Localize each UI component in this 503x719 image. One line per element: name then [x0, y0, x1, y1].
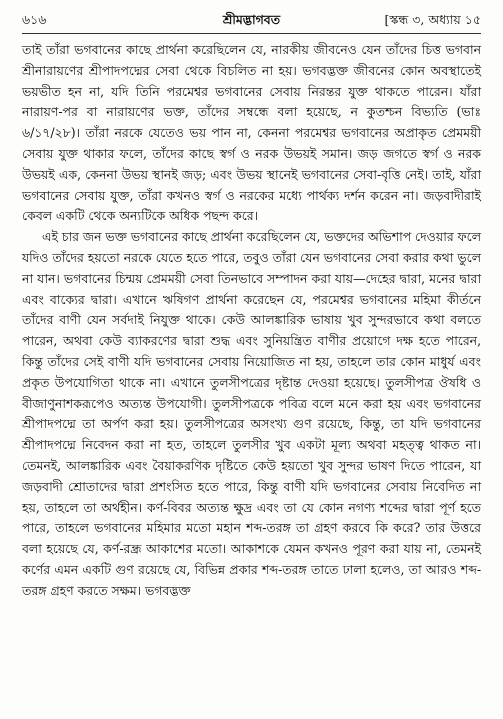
page-number: ৬১৬ [22, 12, 47, 27]
header-divider [22, 33, 481, 34]
purport-text [22, 40, 481, 602]
book-title: শ্রীমদ্ভাগবত [222, 12, 281, 27]
paragraph: তাই তাঁরা ভগবানের কাছে প্রার্থনা করেছিলেন যে, নারকীয় জীবনেও যেন তাঁদের চিত্ত ভগবান শ্রীনারায়ণের শ্রীপাদপদ্মের সেবা থেকে বিচলিত না হয়। ভগবদ্ভক্ত জীবনের কোন অবস্থাতেই ভয়ভীত হন না, যদি তিনি পরমেশ্বর ভগবানের সেবায় নিরন্তর যুক্ত থাকতে পারেন। যাঁরা নারায়ণ-পর বা নারায়ণের ভক্ত, তাঁদের সম্বন্ধে বলা হয়েছে, ন কুতশ্চন বিভ্যতি (ভাঃ ৬/১৭/২৮)। তাঁরা নরকে যেতেও ভয় পান না, কেননা পরমেশ্বর ভগবানের অপ্রাকৃত প্রেমময়ী সেবায় যুক্ত থাকার ফলে, তাঁদের কাছে স্বর্গ ও নরক উভয়ই সমান। জড় জগতে স্বর্গ ও নরক উভয়ই এক, কেননা উভয় স্থানই জড়; এবং উভয় স্থানেই ভগবানের সেবা-বৃত্তি নেই। তাই, যাঁরা ভগবানের সেবায় যুক্ত, তাঁরা কখনও স্বর্গ ও নরকের মধ্যে পার্থক্য দর্শন করেন না। জড়বাদীরাই কেবল একটি থেকে অন্যটিকে অধিক পছন্দ করে। [22, 42, 481, 224]
page-header [22, 10, 481, 30]
paragraph: এই চার জন ভক্ত ভগবানের কাছে প্রার্থনা করেছিলেন যে, ভক্তদের অভিশাপ দেওয়ার ফলে যদিও তাঁদের হয়তো নরকে যেতে হতে পারে, তবুও তাঁরা যেন ভগবানের সেবা করার কথা ভুলে না যান। ভগবানের চিন্ময় প্রেমময়ী সেবা তিনভাবে সম্পাদন করা যায়—দেহের দ্বারা, মনের দ্বারা এবং বাক্যের দ্বারা। এখানে ঋষিগণ প্রার্থনা করেছেন যে, পরমেশ্বর ভগবানের মহিমা কীর্তনে তাঁদের বাণী যেন সর্বদাই নিযুক্ত থাকে। কেউ আলঙ্কারিক ভাষায় খুব সুন্দরভাবে কথা বলতে পারেন, অথবা কেউ ব্যাকরণের দ্বারা শুদ্ধ এবং সুনিয়ন্ত্রিত বাণীর প্রয়োগে দক্ষ হতে পারেন, কিন্তু তাঁদের সেই বাণী যদি ভগবানের সেবায় নিয়োজিত না হয়, তাহলে তার কোন মাধুর্য এবং প্রকৃত উপযোগিতা থাকে না। এখানে তুলসীপত্রের দৃষ্টান্ত দেওয়া হয়েছে। তুলসীপত্র ঔষধি ও বীজাণুনাশকরূপেও অত্যন্ত উপযোগী। তুলসীপত্রকে পবিত্র বলে মনে করা হয় এবং ভগবানের শ্রীপাদপদ্মে তা অর্পণ করা হয়। তুলসীপত্রের অসংখ্য গুণ রয়েছে, কিন্তু, তা যদি ভগবানের শ্রীপাদপদ্মে নিবেদন করা না হত, তাহলে তুলসীর খুব একটা মূল্য অথবা মহত্ত্ব থাকত না। তেমনই, আলঙ্কারিক এবং বৈয়াকরণিক দৃষ্টিতে কেউ হয়তো খুব সুন্দর ভাষণ দিতে পারেন, যা জড়বাদী শ্রোতাদের দ্বারা প্রশংসিত হতে পারে, কিন্তু বাণী যদি ভগবানের সেবায় নিবেদিত না হয়, তাহলে তা অর্থহীন। কর্ণ-বিবর অত্যন্ত ক্ষুদ্র এবং তা যে কোন নগণ্য শব্দের দ্বারা পূর্ণ হতে পারে, তাহলে ভগবানের মহিমার মতো মহান শব্দ-তরঙ্গ তা গ্রহণ করবে কি করে? তার উত্তরে বলা হয়েছে যে, কর্ণ-রন্ধ্র আকাশের মতো। আকাশকে যেমন কখনও পূরণ করা যায় না, তেমনই কর্ণের এমন একটি গুণ রয়েছে যে, বিভিন্ন প্রকার শব্দ-তরঙ্গ তাতে ঢালা হলেও, তা আরও শব্দ-তরঙ্গ গ্রহণ করতে সক্ষম। ভগবদ্ভক্ত [22, 229, 481, 598]
chapter-reference: [স্কন্ধ ৩, অধ্যায় ১৫ [384, 12, 481, 27]
